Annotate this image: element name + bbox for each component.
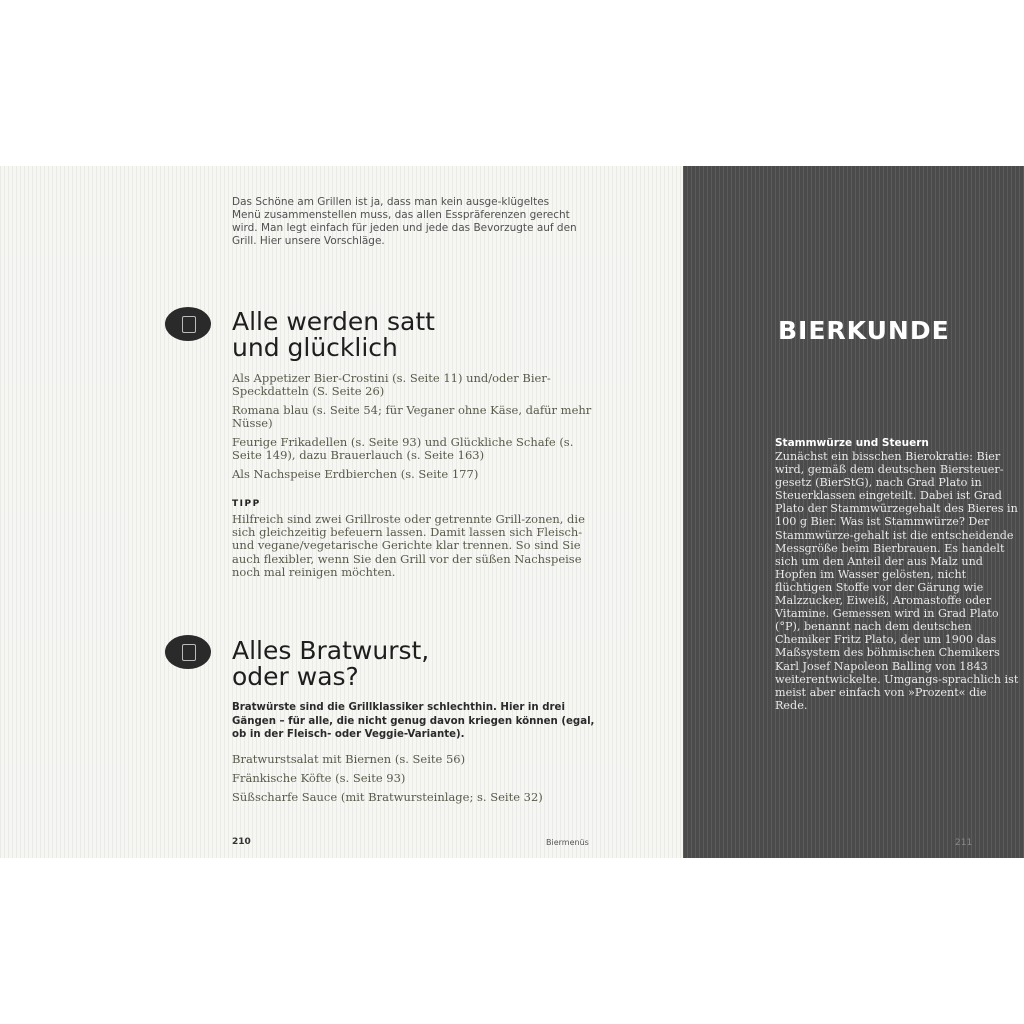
page-number-right: 211 xyxy=(955,838,973,848)
left-page xyxy=(0,166,683,858)
running-head: Biermenüs xyxy=(546,838,589,847)
list-item: Süßscharfe Sauce (mit Bratwursteinlage; s. Seite 32) xyxy=(232,790,543,804)
section-heading-2 xyxy=(232,638,612,690)
grill-icon xyxy=(165,635,211,669)
list-item: Bratwurstsalat mit Biernen (s. Seite 56) xyxy=(232,752,466,766)
right-page xyxy=(683,166,1024,858)
section-subtitle: Stammwürze und Steuern xyxy=(775,437,929,449)
section-heading-2-line-1: Alles Bratwurst, xyxy=(232,636,430,665)
list-item: Als Nachspeise Erdbierchen (s. Seite 177) xyxy=(232,467,479,481)
section-2-intro: Bratwürste sind die Grillklassiker schlechthin. Hier in drei Gängen – für alle, die nicht genug davon kriegen können (egal, ob in der Fleisch- oder Veggie-Variante). xyxy=(232,702,595,740)
list-item: Als Appetizer Bier-Crostini (s. Seite 11) und/oder Bier-Speckdatteln (S. Seite 26) xyxy=(232,371,551,398)
page-title: BIERKUNDE xyxy=(778,316,950,345)
section-heading-1-line-2: und glücklich xyxy=(232,333,398,362)
list-item: Romana blau (s. Seite 54; für Veganer ohne Käse, dafür mehr Nüsse) xyxy=(232,403,592,430)
body-text: Zunächst ein bisschen Bierokratie: Bier wird, gemäß dem deutschen Biersteuer-gesetz (BierStG), nach Grad Plato in Steuerklassen eingeteilt. Dabei ist Grad Plato der Stammwürzegehalt des Bieres in 100 g Bier. Was ist Stammwürze? Der Stammwürze-gehalt ist die entscheidende Messgröße beim Bierbrauen. Es handelt sich um den Anteil der aus Malz und Hopfen im Wasser gelösten, nicht flüchtigen Stoffe vor der Gärung wie Malzzucker, Eiweiß, Aromastoffe oder Vitamine. Gemessen wird in Grad Plato (°P), benannt nach dem deutschen Chemiker Fritz Plato, der um 1900 das Maßsystem des böhmischen Chemikers Karl Josef Napoleon Balling von 1843 weiterentwickelte. Umgangs-sprachlich ist meist aber einfach von »Prozent« die Rede. xyxy=(775,450,1019,712)
intro-paragraph: Das Schöne am Grillen ist ja, dass man kein ausge-klügeltes Menü zusammenstellen muss, das allen Esspräferenzen gerecht wird. Man legt einfach für jeden und jede das Bevorzugte auf den Grill. Hier unsere Vorschläge. xyxy=(232,196,577,247)
page-number-left: 210 xyxy=(232,837,251,847)
section-heading-2-line-2: oder was? xyxy=(232,662,359,691)
section-heading-1 xyxy=(232,309,612,361)
grill-icon xyxy=(165,307,211,341)
section-heading-1-line-1: Alle werden satt xyxy=(232,307,435,336)
book-spread xyxy=(0,166,1024,858)
tip-text: Hilfreich sind zwei Grillroste oder getrennte Grill-zonen, die sich gleichzeitig befeuern lassen. Damit lassen sich Fleisch- und vegane/vegetarische Gerichte klar trennen. So sind Sie auch flexibler, wenn Sie den Grill vor der süßen Nachspeise noch mal reinigen möchten. xyxy=(232,512,585,579)
tip-label: TIPP xyxy=(232,499,261,509)
list-item: Feurige Frikadellen (s. Seite 93) und Glückliche Schafe (s. Seite 149), dazu Brauerlauch (s. Seite 163) xyxy=(232,435,574,462)
menu-list-2 xyxy=(232,753,602,810)
list-item: Fränkische Köfte (s. Seite 93) xyxy=(232,771,406,785)
menu-list-1 xyxy=(232,372,602,487)
